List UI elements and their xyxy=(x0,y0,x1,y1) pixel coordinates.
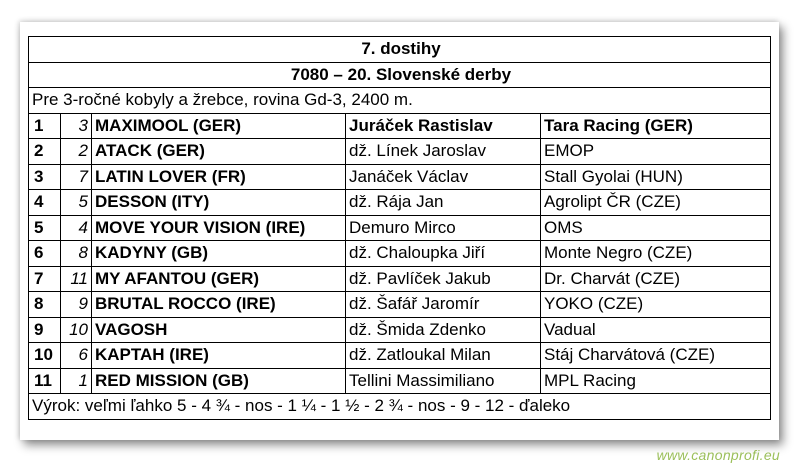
horse-name-cell: MOVE YOUR VISION (IRE) xyxy=(92,215,346,241)
owner-cell: MPL Racing xyxy=(541,368,771,394)
start-number-cell: 8 xyxy=(61,241,92,267)
start-number-cell: 10 xyxy=(61,317,92,343)
result-row xyxy=(29,215,771,241)
jockey-cell: dž. Pavlíček Jakub xyxy=(346,266,541,292)
place-cell: 6 xyxy=(29,241,61,267)
horse-name-cell: ATACK (GER) xyxy=(92,139,346,165)
horse-name-cell: MAXIMOOL (GER) xyxy=(92,113,346,139)
result-row xyxy=(29,266,771,292)
owner-cell: YOKO (CZE) xyxy=(541,292,771,318)
place-cell: 3 xyxy=(29,164,61,190)
owner-cell: Stáj Charvátová (CZE) xyxy=(541,343,771,369)
place-cell: 9 xyxy=(29,317,61,343)
margins-row xyxy=(29,394,771,420)
race-results-table xyxy=(28,36,771,420)
horse-name-cell: KADYNY (GB) xyxy=(92,241,346,267)
race-conditions-row xyxy=(29,88,771,114)
owner-cell: Stall Gyolai (HUN) xyxy=(541,164,771,190)
owner-cell: Dr. Charvát (CZE) xyxy=(541,266,771,292)
start-number-cell: 4 xyxy=(61,215,92,241)
owner-cell: Tara Racing (GER) xyxy=(541,113,771,139)
start-number-cell: 11 xyxy=(61,266,92,292)
margins-text: Výrok: veľmi ľahko 5 - 4 ¾ - nos - 1 ¼ - 1 ½ - 2 ¾ - nos - 9 - 12 - ďaleko xyxy=(29,394,771,420)
race-conditions: Pre 3-ročné kobyly a žrebce, rovina Gd-3, 2400 m. xyxy=(29,88,771,114)
start-number-cell: 9 xyxy=(61,292,92,318)
start-number-cell: 5 xyxy=(61,190,92,216)
jockey-cell: dž. Rája Jan xyxy=(346,190,541,216)
race-name: 7080 – 20. Slovenské derby xyxy=(29,62,771,88)
start-number-cell: 2 xyxy=(61,139,92,165)
start-number-cell: 3 xyxy=(61,113,92,139)
result-row xyxy=(29,164,771,190)
race-title: 7. dostihy xyxy=(29,37,771,63)
place-cell: 1 xyxy=(29,113,61,139)
jockey-cell: dž. Šafář Jaromír xyxy=(346,292,541,318)
place-cell: 4 xyxy=(29,190,61,216)
result-row xyxy=(29,343,771,369)
place-cell: 10 xyxy=(29,343,61,369)
place-cell: 2 xyxy=(29,139,61,165)
place-cell: 8 xyxy=(29,292,61,318)
place-cell: 5 xyxy=(29,215,61,241)
jockey-cell: Juráček Rastislav xyxy=(346,113,541,139)
result-row xyxy=(29,368,771,394)
result-row xyxy=(29,113,771,139)
horse-name-cell: DESSON (ITY) xyxy=(92,190,346,216)
owner-cell: Monte Negro (CZE) xyxy=(541,241,771,267)
owner-cell: Vadual xyxy=(541,317,771,343)
jockey-cell: dž. Línek Jaroslav xyxy=(346,139,541,165)
horse-name-cell: BRUTAL ROCCO (IRE) xyxy=(92,292,346,318)
jockey-cell: dž. Zatloukal Milan xyxy=(346,343,541,369)
horse-name-cell: VAGOSH xyxy=(92,317,346,343)
result-row xyxy=(29,190,771,216)
result-row xyxy=(29,292,771,318)
start-number-cell: 1 xyxy=(61,368,92,394)
result-row xyxy=(29,241,771,267)
place-cell: 11 xyxy=(29,368,61,394)
jockey-cell: Demuro Mirco xyxy=(346,215,541,241)
owner-cell: OMS xyxy=(541,215,771,241)
horse-name-cell: KAPTAH (IRE) xyxy=(92,343,346,369)
owner-cell: EMOP xyxy=(541,139,771,165)
jockey-cell: Janáček Václav xyxy=(346,164,541,190)
horse-name-cell: LATIN LOVER (FR) xyxy=(92,164,346,190)
result-row xyxy=(29,317,771,343)
horse-name-cell: RED MISSION (GB) xyxy=(92,368,346,394)
jockey-cell: dž. Chaloupka Jiří xyxy=(346,241,541,267)
owner-cell: Agrolipt ČR (CZE) xyxy=(541,190,771,216)
start-number-cell: 6 xyxy=(61,343,92,369)
watermark: www.canonprofi.eu xyxy=(656,447,780,463)
place-cell: 7 xyxy=(29,266,61,292)
race-name-row xyxy=(29,62,771,88)
jockey-cell: dž. Šmida Zdenko xyxy=(346,317,541,343)
jockey-cell: Tellini Massimiliano xyxy=(346,368,541,394)
race-title-row xyxy=(29,37,771,63)
horse-name-cell: MY AFANTOU (GER) xyxy=(92,266,346,292)
result-row xyxy=(29,139,771,165)
start-number-cell: 7 xyxy=(61,164,92,190)
